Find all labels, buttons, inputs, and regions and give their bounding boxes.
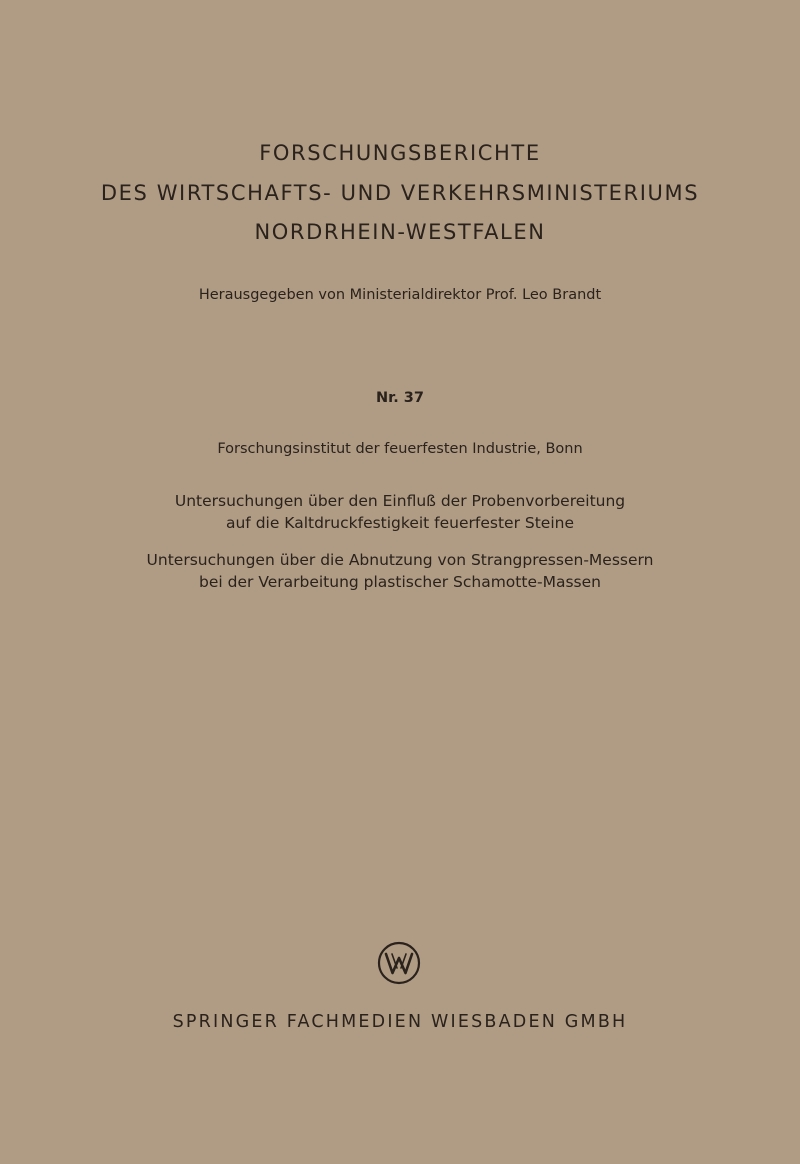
study-title-2 bbox=[0, 549, 800, 593]
institute-name: Forschungsinstitut der feuerfesten Industrie, Bonn bbox=[217, 441, 583, 457]
study-title-1-line-1: Untersuchungen über den Einfluß der Probenvorbereitung bbox=[174, 492, 626, 510]
study-title-2-line-2: bei der Verarbeitung plastischer Schamotte-Massen bbox=[199, 573, 601, 591]
editor-line: Herausgegeben von Ministerialdirektor Prof. Leo Brandt bbox=[198, 287, 602, 303]
publisher-name: SPRINGER FACHMEDIEN WIESBADEN GMBH bbox=[172, 1012, 628, 1032]
series-title-line-1: FORSCHUNGSBERICHTE bbox=[259, 141, 541, 165]
series-title-line-2: DES WIRTSCHAFTS- UND VERKEHRSMINISTERIUMS bbox=[100, 181, 700, 205]
study-title-1-line-2: auf die Kaltdruckfestigkeit feuerfester Steine bbox=[225, 514, 574, 532]
volume-number: Nr. 37 bbox=[376, 390, 424, 406]
series-title-line-3: NORDRHEIN-WESTFALEN bbox=[254, 220, 546, 244]
publisher-logo-icon bbox=[376, 940, 422, 986]
study-title-2-line-1: Untersuchungen über die Abnutzung von Strangpressen-Messern bbox=[146, 551, 654, 569]
study-title-1 bbox=[0, 490, 800, 534]
